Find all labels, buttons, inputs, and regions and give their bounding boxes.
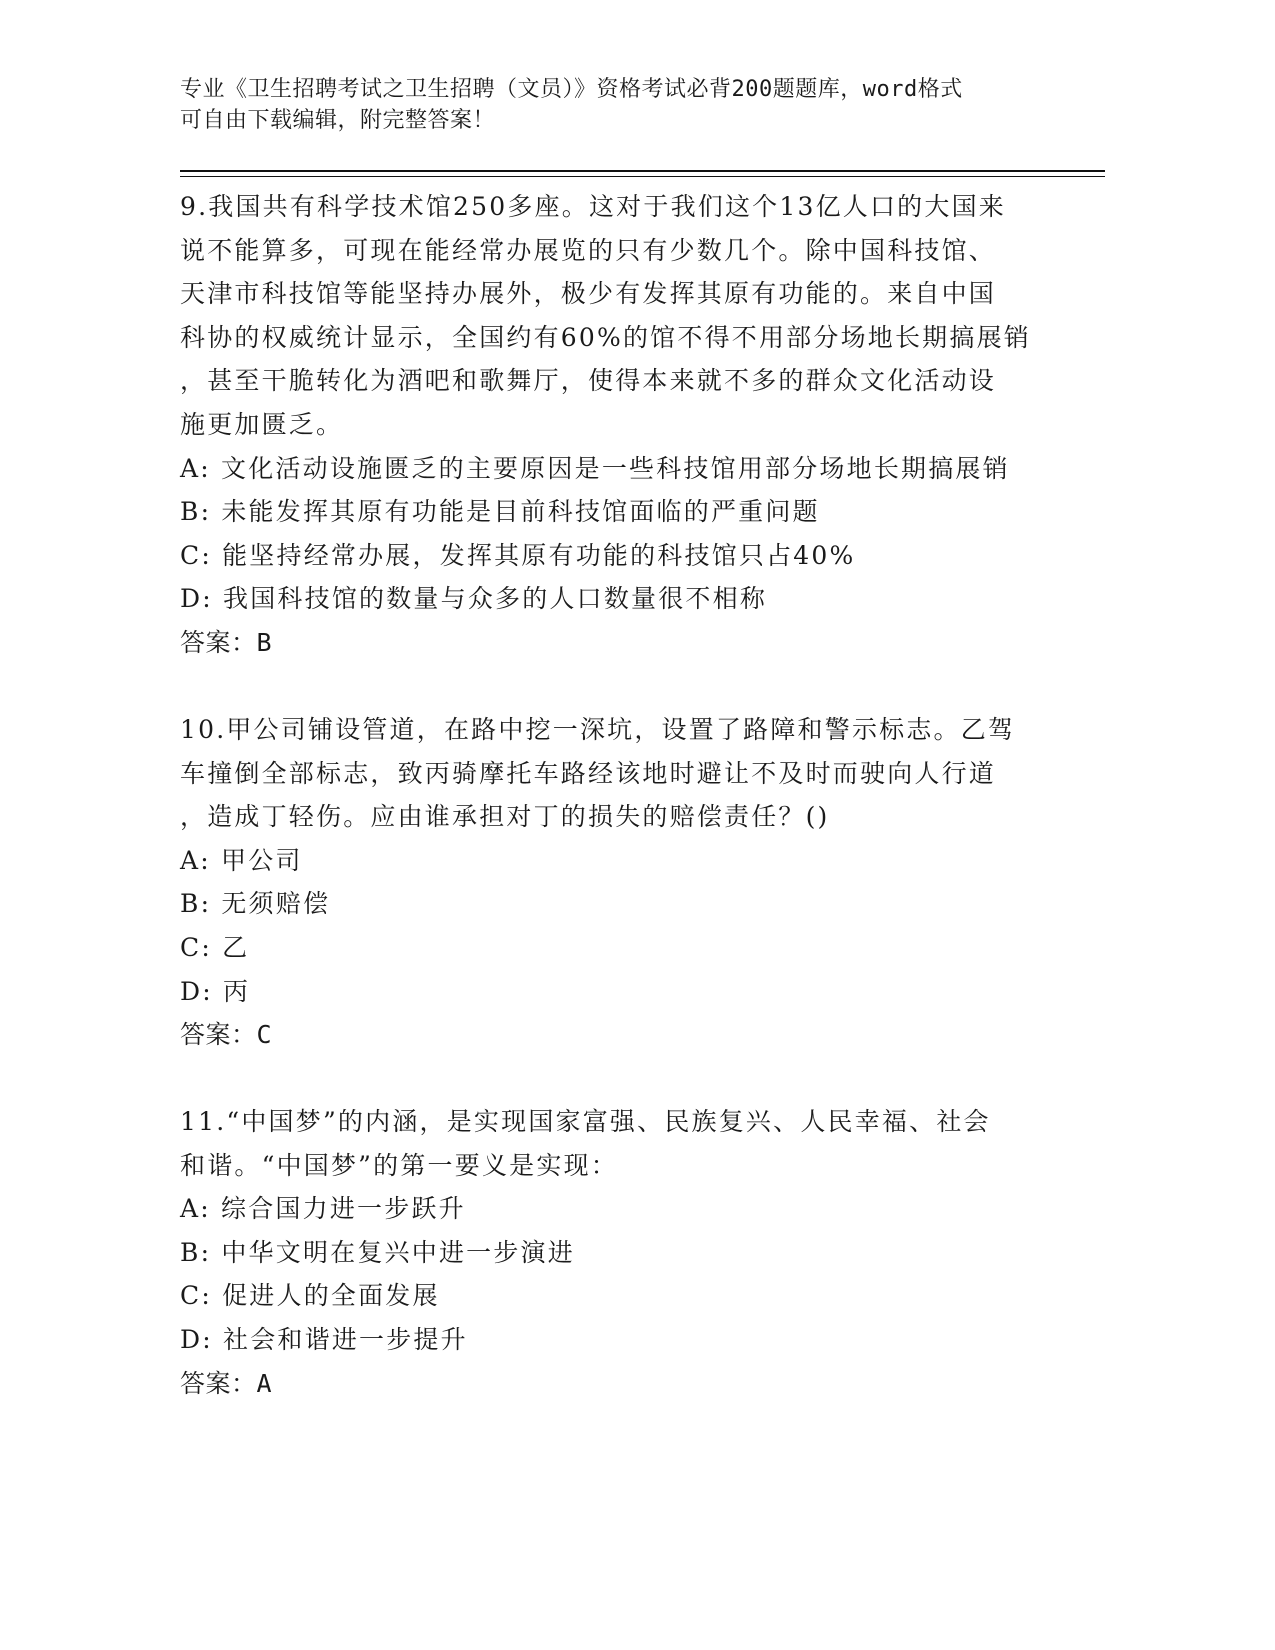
question-stem-line: 9.我国共有科学技术馆250多座。这对于我们这个13亿人口的大国来 [180, 192, 1006, 221]
answer-line: 答案：A [180, 1368, 273, 1398]
question-10 [180, 708, 1050, 1057]
option-d: D: 丙 [180, 976, 251, 1006]
question-spacer [180, 1057, 1050, 1100]
option-c: C: 乙 [180, 932, 250, 962]
answer-line: 答案：C [180, 1020, 273, 1050]
option-b: B: 中华文明在复兴中进一步演进 [180, 1237, 575, 1267]
option-c: C: 能坚持经常办展，发挥其原有功能的科技馆只占40% [180, 540, 856, 570]
answer-line: 答案：B [180, 627, 273, 657]
question-stem-line: 施更加匮乏。 [180, 409, 344, 439]
option-a: A: 综合国力进一步跃升 [180, 1194, 466, 1224]
option-a: A: 文化活动设施匮乏的主要原因是一些科技馆用部分场地长期搞展销 [180, 453, 1010, 483]
option-b: B: 无须赔偿 [180, 889, 331, 919]
question-stem-line: ，造成丁轻伤。应由谁承担对丁的损失的赔偿责任？() [180, 802, 830, 832]
question-stem-line: 和谐。“中国梦”的第一要义是实现： [180, 1150, 618, 1180]
option-d: D: 社会和谐进一步提升 [180, 1325, 468, 1355]
question-11 [180, 1100, 1050, 1406]
question-9 [180, 185, 1050, 665]
question-spacer [180, 665, 1050, 708]
question-stem-line: 天津市科技馆等能坚持办展外，极少有发挥其原有功能的。来自中国 [180, 279, 997, 309]
question-stem-line: ，甚至干脆转化为酒吧和歌舞厅，使得本来就不多的群众文化活动设 [180, 366, 997, 396]
question-list [180, 185, 1050, 1406]
header-title-line-1: 专业《卫生招聘考试之卫生招聘（文员）》资格考试必背200题题库，word格式 [180, 77, 963, 102]
question-stem-line: 11.“中国梦”的内涵，是实现国家富强、民族复兴、人民幸福、社会 [180, 1107, 991, 1137]
question-stem-line: 车撞倒全部标志，致丙骑摩托车路经该地时避让不及时而驶向人行道 [180, 758, 997, 788]
option-a: A: 甲公司 [180, 845, 303, 875]
header-divider-thin [180, 176, 1105, 177]
option-b: B: 未能发挥其原有功能是目前科技馆面临的严重问题 [180, 497, 820, 527]
header-divider-thick [180, 170, 1105, 172]
header-title-line-2: 可自由下载编辑，附完整答案！ [180, 108, 496, 133]
document-header [180, 74, 1080, 136]
question-stem-line: 说不能算多，可现在能经常办展览的只有少数几个。除中国科技馆、 [180, 235, 997, 265]
question-stem-line: 科协的权威统计显示，全国约有60%的馆不得不用部分场地长期搞展销 [180, 322, 1031, 352]
option-d: D: 我国科技馆的数量与众多的人口数量很不相称 [180, 584, 768, 614]
question-stem-line: 10.甲公司铺设管道，在路中挖一深坑，设置了路障和警示标志。乙驾 [180, 714, 1016, 744]
option-c: C: 促进人的全面发展 [180, 1281, 440, 1311]
